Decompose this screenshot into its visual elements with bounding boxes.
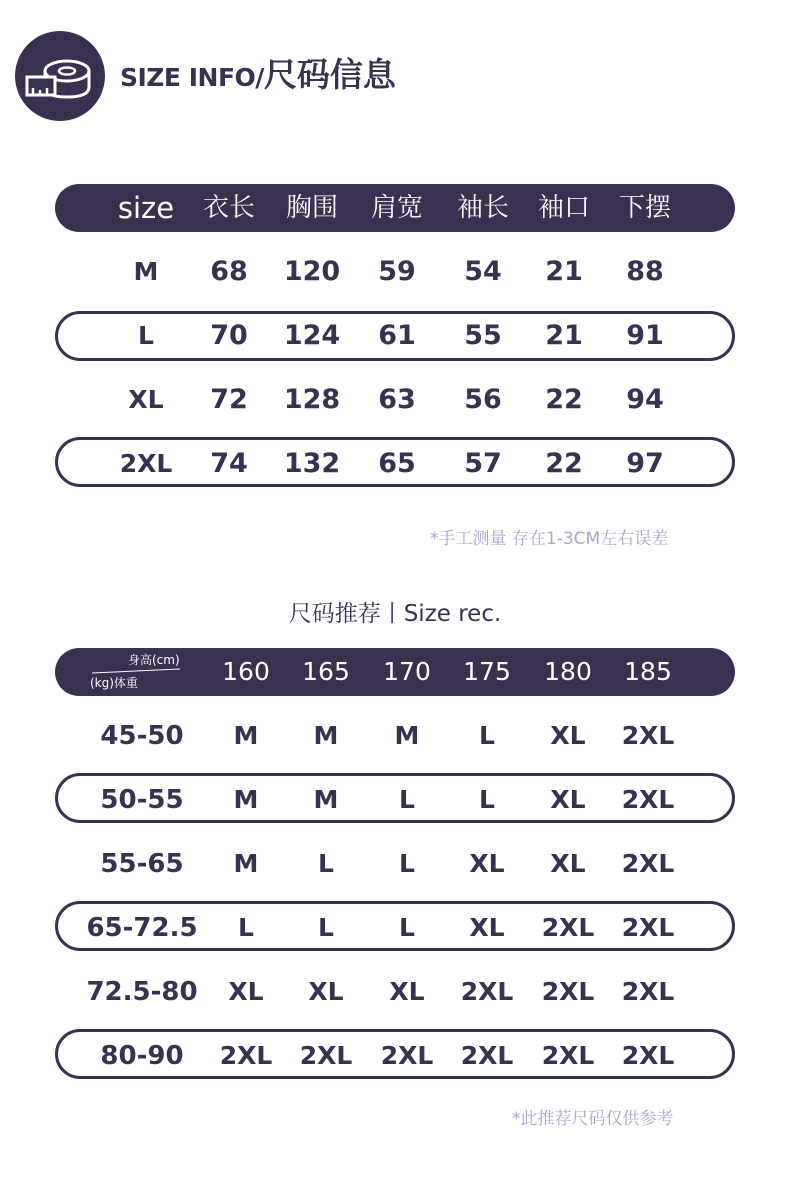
measurement-value: 22 bbox=[545, 384, 583, 415]
recommended-size: XL bbox=[550, 785, 586, 814]
recommended-size: XL bbox=[228, 977, 264, 1006]
measurement-value: 74 bbox=[210, 448, 248, 479]
corner-weight-label: (kg)体重 bbox=[90, 676, 138, 690]
size-label: L bbox=[138, 321, 154, 350]
recommended-size: L bbox=[479, 721, 495, 750]
recommended-size: 2XL bbox=[621, 849, 675, 878]
rec-table-row bbox=[0, 904, 790, 952]
height-column-header: 165 bbox=[302, 657, 350, 686]
measurement-value: 21 bbox=[545, 320, 583, 351]
rec-table-row bbox=[0, 1032, 790, 1080]
recommended-size: L bbox=[318, 849, 334, 878]
weight-range-label: 50-55 bbox=[100, 785, 184, 815]
size-table-row bbox=[0, 376, 790, 424]
size-column-header: size bbox=[117, 191, 175, 225]
measurement-note: *手工测量 存在1-3CM左右误差 bbox=[430, 529, 669, 549]
recommended-size: XL bbox=[469, 913, 505, 942]
recommended-size: XL bbox=[389, 977, 425, 1006]
recommended-size: M bbox=[233, 721, 259, 750]
size-column-header: 袖口 bbox=[537, 193, 591, 223]
measurement-value: 124 bbox=[283, 320, 341, 351]
size-column-header: 衣长 bbox=[202, 193, 256, 223]
weight-range-label: 65-72.5 bbox=[86, 913, 198, 943]
recommended-size: 2XL bbox=[621, 977, 675, 1006]
page-title bbox=[120, 50, 396, 100]
recommendation-note: *此推荐尺码仅供参考 bbox=[512, 1109, 674, 1129]
measurement-value: 63 bbox=[378, 384, 416, 415]
recommended-size: 2XL bbox=[460, 1041, 514, 1070]
size-column-header: 肩宽 bbox=[370, 193, 424, 223]
measurement-value: 97 bbox=[626, 448, 664, 479]
rec-table-row bbox=[0, 840, 790, 888]
recommended-size: 2XL bbox=[621, 1041, 675, 1070]
measurement-value: 21 bbox=[545, 256, 583, 287]
height-column-header: 185 bbox=[624, 657, 672, 686]
size-label: M bbox=[133, 257, 159, 286]
height-column-header: 170 bbox=[383, 657, 431, 686]
measurement-value: 128 bbox=[283, 384, 341, 415]
recommended-size: 2XL bbox=[541, 977, 595, 1006]
size-label: 2XL bbox=[119, 449, 173, 478]
size-table-row bbox=[0, 312, 790, 360]
size-column-header: 胸围 bbox=[285, 193, 339, 223]
size-column-header: 袖长 bbox=[456, 193, 510, 223]
recommended-size: XL bbox=[550, 849, 586, 878]
recommended-size: L bbox=[479, 785, 495, 814]
recommended-size: 2XL bbox=[380, 1041, 434, 1070]
recommended-size: XL bbox=[308, 977, 344, 1006]
measurement-value: 70 bbox=[210, 320, 248, 351]
measurement-value: 72 bbox=[210, 384, 248, 415]
height-column-header: 180 bbox=[544, 657, 592, 686]
recommended-size: 2XL bbox=[460, 977, 514, 1006]
recommended-size: M bbox=[313, 721, 339, 750]
measurement-value: 22 bbox=[545, 448, 583, 479]
measurement-value: 56 bbox=[464, 384, 502, 415]
measurement-value: 57 bbox=[464, 448, 502, 479]
recommended-size: 2XL bbox=[621, 721, 675, 750]
recommended-size: L bbox=[318, 913, 334, 942]
measurement-value: 65 bbox=[378, 448, 416, 479]
weight-range-label: 45-50 bbox=[100, 721, 184, 751]
measurement-value: 120 bbox=[283, 256, 341, 287]
rec-table-row bbox=[0, 776, 790, 824]
size-table-row bbox=[0, 440, 790, 488]
measurement-value: 54 bbox=[464, 256, 502, 287]
corner-height-label: 身高(cm) bbox=[128, 653, 180, 667]
measurement-value: 94 bbox=[626, 384, 664, 415]
recommended-size: 2XL bbox=[621, 913, 675, 942]
measurement-value: 91 bbox=[626, 320, 664, 351]
rec-table-header bbox=[0, 648, 790, 696]
recommended-size: 2XL bbox=[219, 1041, 273, 1070]
weight-range-label: 80-90 bbox=[100, 1041, 184, 1071]
tape-measure-icon bbox=[15, 31, 105, 121]
height-column-header: 175 bbox=[463, 657, 511, 686]
recommended-size: 2XL bbox=[299, 1041, 353, 1070]
recommended-size: M bbox=[233, 849, 259, 878]
tape-measure-logo bbox=[15, 31, 105, 121]
recommended-size: 2XL bbox=[541, 1041, 595, 1070]
height-column-header: 160 bbox=[222, 657, 270, 686]
recommended-size: 2XL bbox=[541, 913, 595, 942]
recommended-size: L bbox=[399, 913, 415, 942]
recommended-size: M bbox=[233, 785, 259, 814]
measurement-value: 59 bbox=[378, 256, 416, 287]
recommended-size: 2XL bbox=[621, 785, 675, 814]
measurement-value: 68 bbox=[210, 256, 248, 287]
rec-table-title: 尺码推荐丨Size rec. bbox=[288, 601, 502, 627]
weight-range-label: 72.5-80 bbox=[86, 977, 198, 1007]
page-title-zh: 尺码信息 bbox=[263, 55, 396, 94]
rec-table-row bbox=[0, 712, 790, 760]
recommended-size: M bbox=[394, 721, 420, 750]
weight-range-label: 55-65 bbox=[100, 849, 184, 879]
measurement-value: 61 bbox=[378, 320, 416, 351]
measurement-value: 88 bbox=[626, 256, 664, 287]
recommended-size: M bbox=[313, 785, 339, 814]
recommended-size: XL bbox=[550, 721, 586, 750]
recommended-size: L bbox=[399, 785, 415, 814]
recommended-size: L bbox=[399, 849, 415, 878]
measurement-value: 55 bbox=[464, 320, 502, 351]
recommended-size: XL bbox=[469, 849, 505, 878]
rec-table-row bbox=[0, 968, 790, 1016]
recommended-size: L bbox=[238, 913, 254, 942]
size-table-header bbox=[0, 184, 790, 232]
page-title-en: SIZE INFO/ bbox=[120, 63, 264, 92]
measurement-value: 132 bbox=[283, 448, 341, 479]
size-column-header: 下摆 bbox=[618, 193, 672, 223]
size-label: XL bbox=[128, 385, 164, 414]
size-table-row bbox=[0, 248, 790, 296]
